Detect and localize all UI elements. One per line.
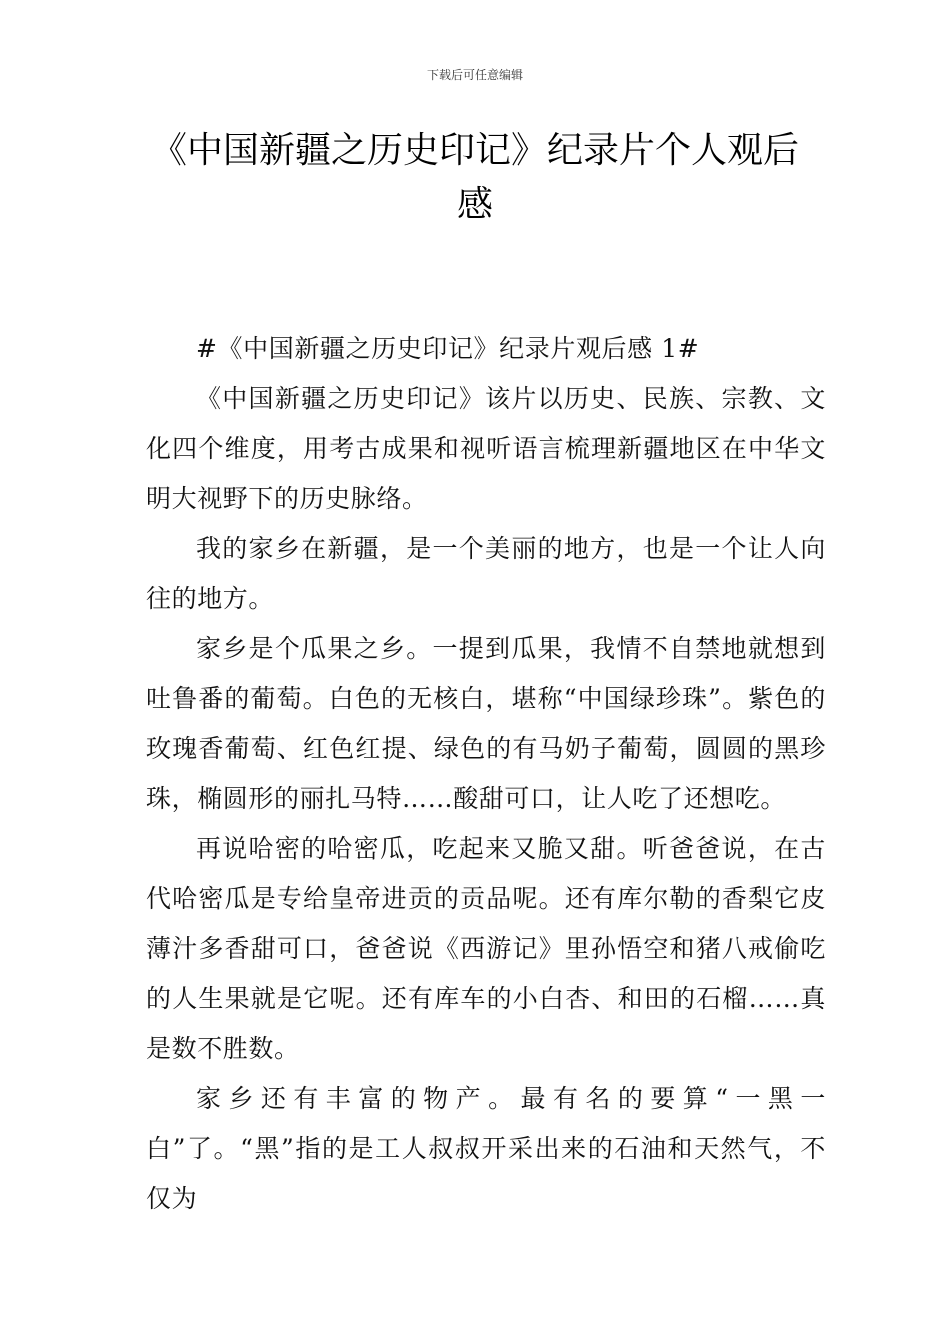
paragraph: 再说哈密的哈密瓜，吃起来又脆又甜。听爸爸说，在古代哈密瓜是专给皇帝进贡的贡品呢。还有库尔勒的香梨它皮薄汁多香甜可口，爸爸说《西游记》里孙悟空和猪八戒偷吃的人生果就是它呢。还有库车的小白杏、和田的石榴……真是数不胜数。 — [146, 834, 826, 1063]
paragraph: 家乡还有丰富的物产。最有名的要算“一黑一白”了。“黑”指的是工人叔叔开采出来的石油和天然气，不仅为 — [146, 1084, 826, 1213]
document-body — [146, 324, 826, 1224]
section-heading: #《中国新疆之历史印记》纪录片观后感 1# — [196, 334, 700, 363]
paragraph: 《中国新疆之历史印记》该片以历史、民族、宗教、文化四个维度，用考古成果和视听语言梳理新疆地区在中华文明大视野下的历史脉络。 — [146, 384, 826, 513]
paragraph: 家乡是个瓜果之乡。一提到瓜果，我情不自禁地就想到吐鲁番的葡萄。白色的无核白，堪称“中国绿珍珠”。紫色的玫瑰香葡萄、红色红提、绿色的有马奶子葡萄，圆圆的黑珍珠，椭圆形的丽扎马特……酸甜可口，让人吃了还想吃。 — [146, 634, 826, 813]
paragraph: 我的家乡在新疆，是一个美丽的地方，也是一个让人向往的地方。 — [146, 534, 826, 613]
header-note: 下载后可任意编辑 — [426, 68, 523, 82]
document-title: 《中国新疆之历史印记》纪录片个人观后感 — [150, 130, 799, 225]
